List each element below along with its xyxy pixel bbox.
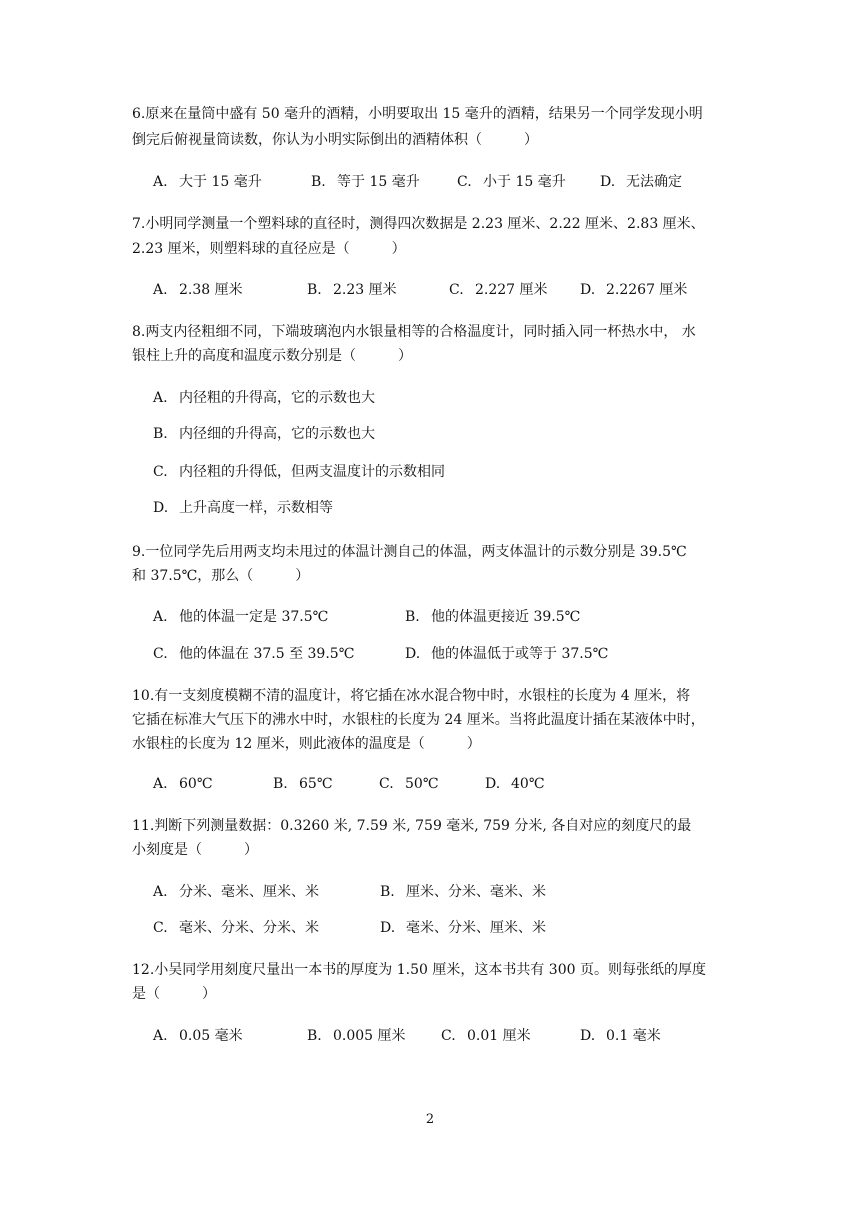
question-12-option-c: C. 0.01 厘米 [441, 1028, 531, 1044]
question-6-option-a: A. 大于 15 毫升 [153, 174, 262, 190]
question-8-option-d: D. 上升高度一样，示数相等 [153, 500, 333, 516]
question-9-line-2: 和 37.5℃，那么（ ） [132, 568, 310, 584]
question-6-option-b: B. 等于 15 毫升 [311, 174, 420, 190]
question-11-option-c: C. 毫米、分米、分米、米 [153, 920, 319, 936]
question-12-option-a: A. 0.05 毫米 [153, 1028, 243, 1044]
question-7-option-c: C. 2.227 厘米 [449, 282, 548, 298]
question-7-option-d: D. 2.2267 厘米 [580, 282, 688, 298]
question-9-option-c: C. 他的体温在 37.5 至 39.5℃ [153, 646, 355, 662]
question-12-line-2: 是（ ） [132, 986, 216, 1002]
question-12-line-1: 12.小吴同学用刻度尺量出一本书的厚度为 1.50 厘米，这本书共有 300 页。则每张纸的厚度 [132, 962, 706, 978]
question-6-option-d: D. 无法确定 [600, 174, 682, 190]
question-6-line-2: 倒完后俯视量筒读数，你认为小明实际倒出的酒精体积（ ） [132, 132, 538, 148]
question-11-option-a: A. 分米、毫米、厘米、米 [153, 884, 319, 900]
question-10-option-a: A. 60℃ [153, 776, 213, 792]
question-12-option-d: D. 0.1 毫米 [580, 1028, 661, 1044]
question-11-line-2: 小刻度是（ ） [132, 842, 258, 858]
question-9-option-a: A. 他的体温一定是 37.5℃ [153, 609, 329, 625]
question-9-option-d: D. 他的体温低于或等于 37.5℃ [405, 646, 609, 662]
question-9-option-b: B. 他的体温更接近 39.5℃ [405, 609, 581, 625]
question-8-line-1: 8.两支内径粗细不同，下端玻璃泡内水银量相等的合格温度计，同时插入同一杯热水中， 水 [132, 324, 696, 340]
question-8-line-2: 银柱上升的高度和温度示数分别是（ ） [132, 348, 412, 364]
question-10-option-d: D. 40℃ [485, 776, 545, 792]
question-12-option-b: B. 0.005 厘米 [307, 1028, 406, 1044]
question-10-line-3: 水银柱的长度为 12 厘米，则此液体的温度是（ ） [132, 736, 481, 752]
question-10-option-b: B. 65℃ [273, 776, 333, 792]
question-10-line-2: 它插在标准大气压下的沸水中时，水银柱的长度为 24 厘米。当将此温度计插在某液体中时， [132, 712, 705, 728]
question-8-option-a: A. 内径粗的升得高，它的示数也大 [153, 390, 375, 406]
question-7-line-1: 7.小明同学测量一个塑料球的直径时，测得四次数据是 2.23 厘米、2.22 厘米、2.83 厘米、 [132, 216, 705, 232]
question-10-option-c: C. 50℃ [379, 776, 439, 792]
question-8-option-c: C. 内径粗的升得低，但两支温度计的示数相同 [153, 464, 445, 480]
question-9-line-1: 9.一位同学先后用两支均未甩过的体温计测自己的体温，两支体温计的示数分别是 39.5℃ [132, 544, 687, 560]
question-6-line-1: 6.原来在量筒中盛有 50 毫升的酒精，小明要取出 15 毫升的酒精，结果另一个同学发现小明 [132, 106, 703, 122]
page-number: 2 [425, 1112, 435, 1127]
question-6-option-c: C. 小于 15 毫升 [457, 174, 566, 190]
question-10-line-1: 10.有一支刻度模糊不清的温度计，将它插在冰水混合物中时，水银柱的长度为 4 厘米，将 [132, 688, 691, 704]
question-7-option-a: A. 2.38 厘米 [153, 282, 243, 298]
question-7-option-b: B. 2.23 厘米 [307, 282, 397, 298]
question-11-option-b: B. 厘米、分米、毫米、米 [380, 884, 546, 900]
question-7-line-2: 2.23 厘米，则塑料球的直径应是（ ） [132, 241, 406, 257]
question-11-line-1: 11.判断下列测量数据：0.3260 米, 7.59 米, 759 毫米, 759 分米, 各自对应的刻度尺的最 [132, 818, 692, 834]
question-8-option-b: B. 内径细的升得高，它的示数也大 [153, 426, 375, 442]
question-11-option-d: D. 毫米、分米、厘米、米 [380, 920, 546, 936]
